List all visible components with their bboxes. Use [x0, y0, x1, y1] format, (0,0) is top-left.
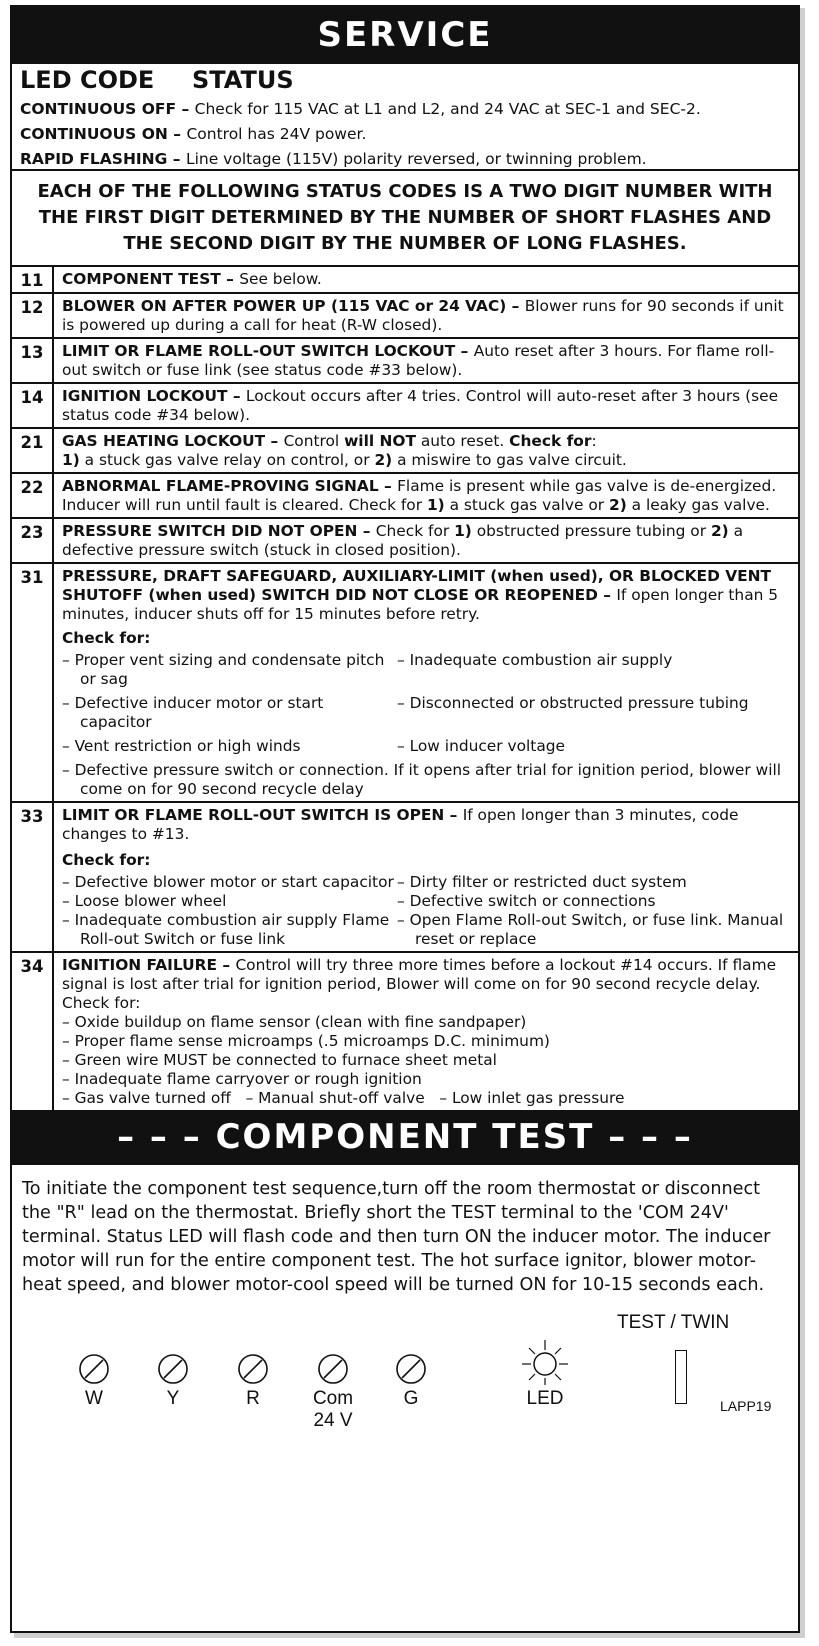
status-code: 21 [12, 428, 53, 473]
status-text: If open longer than 5 minutes, inducer shuts off for 15 minutes before retry. [62, 586, 779, 623]
table-row [12, 293, 798, 338]
status-description [53, 518, 798, 563]
terminal-r [233, 1352, 273, 1410]
status-code: 34 [12, 952, 53, 1110]
status-code: 31 [12, 563, 53, 802]
status-text: If open longer than 3 minutes, code changes to #13. [62, 806, 739, 843]
table-row [12, 563, 798, 802]
check-for-heading: Check for: [62, 629, 151, 647]
status-description [53, 428, 798, 473]
list-item: – Defective inducer motor or start capacitor [62, 694, 324, 731]
table-row [12, 473, 798, 518]
list-item: – Defective switch or connections [397, 892, 656, 910]
led-icon [520, 1338, 570, 1386]
check-list [62, 873, 792, 949]
status-title: PRESSURE SWITCH DID NOT OPEN – [62, 522, 376, 540]
led-row-continuous-on [20, 122, 790, 147]
status-title: COMPONENT TEST – [62, 270, 240, 288]
led-label: RAPID FLASHING [20, 150, 168, 168]
status-title: IGNITION FAILURE – [62, 956, 236, 974]
list-item: – Vent restriction or high winds [62, 737, 301, 755]
screw-terminal-icon [156, 1352, 190, 1386]
screw-terminal-icon [316, 1352, 350, 1386]
service-banner: SERVICE [12, 7, 798, 64]
led-dash: – [167, 150, 186, 168]
table-row [12, 383, 798, 428]
list-item: – Open Flame Roll-out Switch, or fuse link. Manual reset or replace [397, 911, 784, 948]
page-shadow-right [800, 8, 805, 1636]
led-dash: – [176, 100, 195, 118]
list-item: – Inadequate combustion air supply [397, 651, 673, 669]
status-code: 13 [12, 338, 53, 383]
status-text: a defective pressure switch (stuck in closed position). [62, 522, 744, 559]
item-number: 1) [426, 496, 445, 514]
status-code-table [12, 267, 798, 1110]
terminal-label: G [403, 1388, 419, 1409]
led-row-rapid-flashing [20, 147, 790, 172]
service-label-sheet [10, 5, 800, 1633]
table-row [12, 952, 798, 1110]
status-text: Control [283, 432, 345, 450]
status-description [53, 267, 798, 293]
list-item: – Dirty filter or restricted duct system [397, 873, 687, 891]
status-text: a leaky gas valve. [626, 496, 770, 514]
status-code: 14 [12, 383, 53, 428]
led-status-section [12, 64, 798, 171]
status-text: Check for [375, 522, 455, 540]
check-list [62, 651, 792, 799]
item-number: 2) [710, 522, 729, 540]
status-emphasis: will NOT [344, 432, 416, 450]
status-text: a miswire to gas valve circuit. [392, 451, 627, 469]
status-title: LIMIT OR FLAME ROLL-OUT SWITCH LOCKOUT – [62, 342, 474, 360]
table-row [12, 518, 798, 563]
status-text: Auto reset after 3 hours. For flame roll-out switch or fuse link (see status code #33 below). [62, 342, 775, 379]
led-label: LED [526, 1388, 564, 1409]
list-item: – Loose blower wheel [62, 892, 227, 910]
terminal-com-24v [305, 1352, 361, 1432]
terminal-w [74, 1352, 114, 1410]
list-item: – Proper vent sizing and condensate pitch or sag [62, 651, 385, 688]
led-row-continuous-off [20, 97, 790, 122]
terminal-g [391, 1352, 431, 1410]
led-header [20, 64, 790, 97]
status-text: Control will try three more times before a lockout #14 occurs. If flame signal is lost after trial for ignition period, Blower will come on for 90 second recycle delay. Check for: [62, 956, 777, 1012]
led-label: CONTINUOUS ON [20, 125, 168, 143]
led-dash: – [167, 125, 187, 143]
list-item: – Proper flame sense microamps (.5 microamps D.C. minimum) [62, 1032, 550, 1050]
status-description [53, 802, 798, 952]
page-shadow-bottom [14, 1633, 805, 1638]
led-code-header: LED CODE [20, 66, 155, 94]
status-description [53, 473, 798, 518]
status-code-intro: EACH OF THE FOLLOWING STATUS CODES IS A TWO DIGIT NUMBER WITH THE FIRST DIGIT DETERMINED BY THE NUMBER OF SHORT FLASHES AND THE SECOND DIGIT BY THE NUMBER OF LONG FLASHES. [12, 171, 798, 267]
list-item: – Low inducer voltage [397, 737, 565, 755]
item-number: 1) [454, 522, 472, 540]
model-code: LAPP19 [720, 1398, 772, 1414]
status-code: 23 [12, 518, 53, 563]
status-code: 11 [12, 267, 53, 293]
test-twin-label: TEST / TWIN [617, 1312, 730, 1333]
status-title: LIMIT OR FLAME ROLL-OUT SWITCH IS OPEN – [62, 806, 463, 824]
status-text: a stuck gas valve or [444, 496, 610, 514]
status-title: GAS HEATING LOCKOUT – [62, 432, 284, 450]
list-item: – Defective blower motor or start capacitor [62, 873, 394, 891]
item-number: 2) [374, 451, 393, 469]
status-description [53, 338, 798, 383]
table-row [12, 802, 798, 952]
led-status-text: Check for 115 VAC at L1 and L2, and 24 VAC at SEC-1 and SEC-2. [194, 100, 701, 118]
status-title: IGNITION LOCKOUT – [62, 387, 246, 405]
status-title: PRESSURE, DRAFT SAFEGUARD, AUXILIARY-LIMIT (when used), OR BLOCKED VENT SHUTOFF (when used) SWITCH DID NOT CLOSE OR REOPENED – [62, 567, 772, 604]
status-title: ABNORMAL FLAME-PROVING SIGNAL – [62, 477, 398, 495]
status-header: STATUS [192, 66, 294, 94]
status-code: 33 [12, 802, 53, 952]
list-item: – Gas valve turned off – Manual shut-off valve – Low inlet gas pressure [62, 1089, 625, 1107]
check-for-heading: Check for: [62, 851, 151, 869]
status-text: Flame is present while gas valve is de-energized. Inducer will run until fault is cleared. Check for [62, 477, 777, 514]
status-emphasis: Check for [509, 432, 592, 450]
status-description [53, 952, 798, 1110]
list-item: – Disconnected or obstructed pressure tubing [397, 694, 749, 712]
table-row [12, 338, 798, 383]
component-test-instructions: To initiate the component test sequence,turn off the room thermostat or disconnect the "R" lead on the thermostat. Briefly short the TEST terminal to the 'COM 24V' terminal. Status LED will flash code and then turn ON the inducer motor. The inducer motor will run for the entire component test. The hot surface ignitor, blower motor-heat speed, and blower motor-cool speed will be turned ON for 10-15 seconds each. [22, 1179, 771, 1295]
status-text: Blower runs for 90 seconds if unit is powered up during a call for heat (R-W closed). [62, 297, 784, 334]
status-text: : [591, 432, 597, 450]
status-text: Lockout occurs after 4 tries. Control will auto-reset after 3 hours (see status code #34 below). [62, 387, 779, 424]
terminal-y [153, 1352, 193, 1410]
status-text: See below. [239, 270, 322, 288]
list-item: – Inadequate combustion air supply Flame Roll-out Switch or fuse link [62, 911, 390, 948]
terminal-label: R [246, 1388, 260, 1409]
screw-terminal-icon [236, 1352, 270, 1386]
table-row [12, 267, 798, 293]
status-description [53, 293, 798, 338]
status-title: BLOWER ON AFTER POWER UP (115 VAC or 24 VAC) – [62, 297, 525, 315]
status-text: auto reset. [415, 432, 510, 450]
led-status-text: Line voltage (115V) polarity reversed, or twinning problem. [185, 150, 647, 168]
test-twin-terminal[interactable] [675, 1350, 687, 1404]
terminal-label: W [85, 1388, 103, 1409]
item-number: 2) [609, 496, 627, 514]
led-status-text: Control has 24V power. [186, 125, 367, 143]
status-code: 12 [12, 293, 53, 338]
status-code: 22 [12, 473, 53, 518]
status-led [515, 1338, 575, 1410]
terminal-label: 24 V [313, 1410, 353, 1431]
list-item: – Green wire MUST be connected to furnace sheet metal [62, 1051, 497, 1069]
item-number: 1) [62, 451, 80, 469]
terminal-label: Y [166, 1388, 180, 1409]
component-test-banner: – – – COMPONENT TEST – – – [12, 1110, 798, 1165]
screw-terminal-icon [77, 1352, 111, 1386]
terminal-label: Com [312, 1388, 354, 1409]
led-label: CONTINUOUS OFF [20, 100, 177, 118]
screw-terminal-icon [394, 1352, 428, 1386]
list-item: – Defective pressure switch or connection. If it opens after trial for ignition period, blower will come on for 90 second recycle delay [62, 761, 782, 798]
terminal-diagram [12, 1312, 798, 1500]
status-description [53, 563, 798, 802]
table-row [12, 428, 798, 473]
status-description [53, 383, 798, 428]
status-text: a stuck gas valve relay on control, or [79, 451, 375, 469]
status-text: obstructed pressure tubing or [471, 522, 711, 540]
list-item: – Oxide buildup on flame sensor (clean with fine sandpaper) [62, 1013, 527, 1031]
list-item: – Inadequate flame carryover or rough ignition [62, 1070, 422, 1088]
